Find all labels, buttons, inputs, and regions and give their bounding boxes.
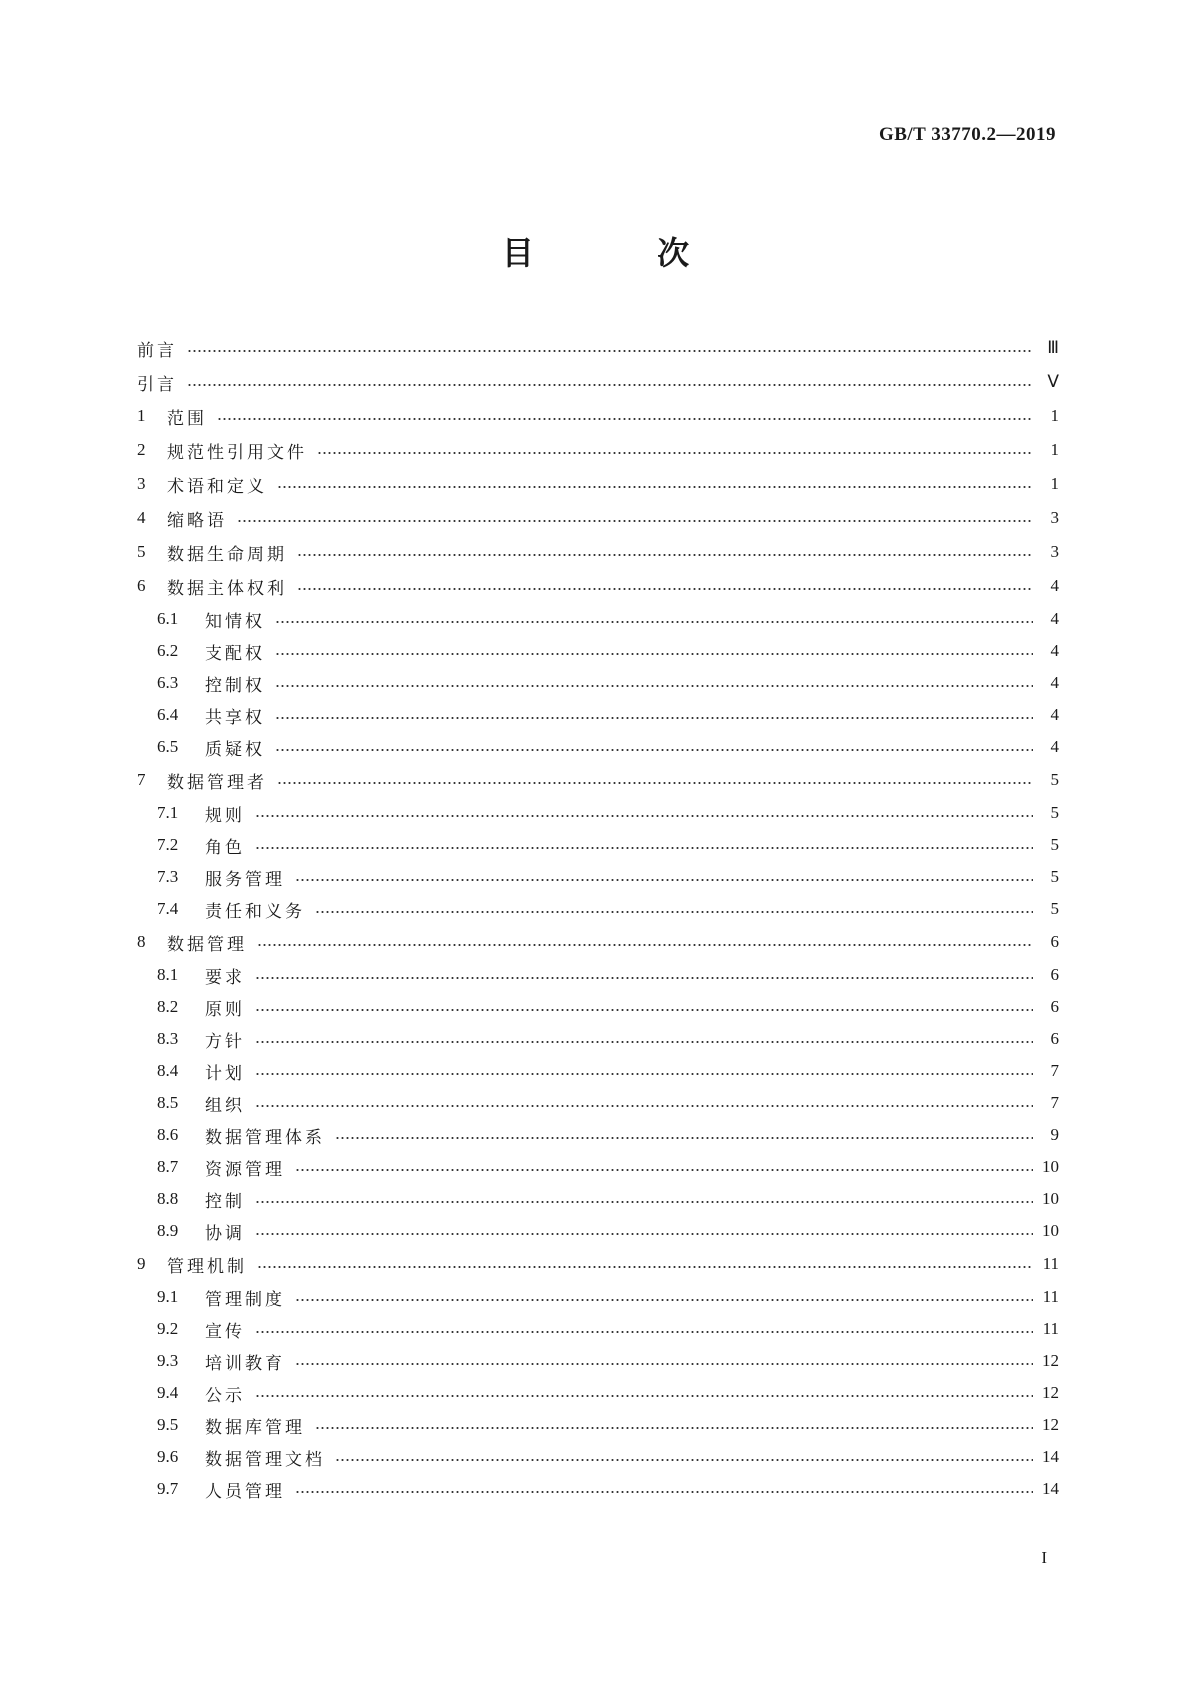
toc-entry-label: 管理机制	[167, 1256, 247, 1277]
dot-leader	[275, 716, 1033, 720]
toc-entry[interactable]	[137, 1345, 1059, 1377]
toc-entry-number: 1	[137, 406, 146, 425]
toc-entry-number: 8.5	[157, 1093, 179, 1112]
toc-entry-label: 数据管理体系	[205, 1127, 325, 1148]
toc-entry[interactable]	[137, 467, 1059, 501]
toc-entry-page: 5	[1050, 835, 1059, 854]
toc-entry-number: 7.3	[157, 867, 179, 886]
dot-leader	[237, 519, 1033, 523]
dot-leader	[217, 417, 1033, 421]
toc-entry[interactable]	[137, 399, 1059, 433]
dot-leader	[187, 349, 1033, 353]
page-title: 目 次	[501, 234, 746, 272]
toc-entry-page: 12	[1042, 1383, 1059, 1402]
toc-entry-page: 5	[1050, 770, 1059, 789]
toc-entry-page: 11	[1042, 1319, 1059, 1338]
toc-entry[interactable]	[137, 829, 1059, 861]
toc-entry-number: 8.6	[157, 1125, 179, 1144]
toc-entry[interactable]	[137, 1377, 1059, 1409]
toc-entry[interactable]	[137, 603, 1059, 635]
dot-leader	[255, 1232, 1033, 1236]
dot-leader	[187, 383, 1033, 387]
dot-leader	[255, 814, 1033, 818]
toc-entry-label: 质疑权	[205, 739, 265, 760]
toc-entry-page: 6	[1050, 932, 1059, 951]
toc-entry-label: 管理制度	[205, 1289, 285, 1310]
toc-entry-label: 共享权	[205, 707, 265, 728]
toc-entry-page: 4	[1050, 576, 1059, 595]
dot-leader	[275, 748, 1033, 752]
dot-leader	[317, 451, 1033, 455]
toc-entry-page: 1	[1050, 474, 1059, 493]
toc-entry-number: 3	[137, 474, 146, 493]
dot-leader	[315, 910, 1033, 914]
toc-entry[interactable]	[137, 365, 1059, 399]
toc-entry[interactable]	[137, 501, 1059, 535]
toc-entry-label: 数据生命周期	[167, 544, 287, 565]
toc-entry-page: 4	[1050, 737, 1059, 756]
toc-entry-label: 范围	[167, 408, 207, 429]
toc-entry-label: 规范性引用文件	[167, 442, 307, 463]
toc-entry[interactable]	[137, 1183, 1059, 1215]
toc-entry-page: 1	[1050, 406, 1059, 425]
toc-entry-number: 6	[137, 576, 146, 595]
toc-entry[interactable]	[137, 331, 1059, 365]
toc-entry-page: 7	[1050, 1093, 1059, 1112]
toc-entry[interactable]	[137, 1281, 1059, 1313]
dot-leader	[295, 1490, 1033, 1494]
toc-entry-number: 6.3	[157, 673, 179, 692]
dot-leader	[257, 1265, 1033, 1269]
toc-entry-page: 10	[1042, 1157, 1059, 1176]
toc-entry-label: 术语和定义	[167, 476, 267, 497]
toc-entry-number: 6.1	[157, 609, 179, 628]
toc-entry-page: 5	[1050, 803, 1059, 822]
toc-entry-page: 4	[1050, 641, 1059, 660]
dot-leader	[257, 943, 1033, 947]
dot-leader	[255, 846, 1033, 850]
toc-entry-label: 角色	[205, 837, 245, 858]
toc-entry-label: 要求	[205, 967, 245, 988]
toc-entry-page: 14	[1042, 1447, 1059, 1466]
toc-entry-label: 支配权	[205, 643, 265, 664]
toc-entry-page: 12	[1042, 1415, 1059, 1434]
toc-entry-label: 服务管理	[205, 869, 285, 890]
toc-entry-label: 知情权	[205, 611, 265, 632]
toc-entry[interactable]	[137, 861, 1059, 893]
dot-leader	[255, 1394, 1033, 1398]
toc-entry[interactable]	[137, 959, 1059, 991]
toc-entry[interactable]	[137, 731, 1059, 763]
toc-entry[interactable]	[137, 1087, 1059, 1119]
table-of-contents	[137, 331, 1059, 1505]
toc-entry-label: 数据库管理	[205, 1417, 305, 1438]
toc-entry-page: Ⅴ	[1047, 372, 1059, 391]
toc-entry-number: 9.3	[157, 1351, 179, 1370]
dot-leader	[315, 1426, 1033, 1430]
dot-leader	[255, 1330, 1033, 1334]
toc-entry-number: 6.4	[157, 705, 179, 724]
toc-entry[interactable]	[137, 1215, 1059, 1247]
toc-entry[interactable]	[137, 1119, 1059, 1151]
toc-entry[interactable]	[137, 1313, 1059, 1345]
toc-entry-label: 资源管理	[205, 1159, 285, 1180]
toc-entry-number: 9.1	[157, 1287, 179, 1306]
dot-leader	[255, 1200, 1033, 1204]
toc-entry-page: 4	[1050, 609, 1059, 628]
dot-leader	[277, 781, 1033, 785]
toc-entry-label: 数据管理	[167, 934, 247, 955]
toc-entry-number: 8.3	[157, 1029, 179, 1048]
toc-entry-number: 4	[137, 508, 146, 527]
toc-entry[interactable]	[137, 893, 1059, 925]
toc-entry[interactable]	[137, 1473, 1059, 1505]
toc-entry-label: 组织	[205, 1095, 245, 1116]
toc-entry-page: 5	[1050, 899, 1059, 918]
toc-entry[interactable]	[137, 635, 1059, 667]
toc-entry-page: 6	[1050, 965, 1059, 984]
toc-entry-page: 12	[1042, 1351, 1059, 1370]
dot-leader	[275, 620, 1033, 624]
toc-entry-number: 5	[137, 542, 146, 561]
toc-entry[interactable]	[137, 535, 1059, 569]
toc-entry-number: 8.1	[157, 965, 179, 984]
toc-entry-label: 宣传	[205, 1321, 245, 1342]
toc-entry-page: 5	[1050, 867, 1059, 886]
dot-leader	[335, 1136, 1033, 1140]
toc-entry[interactable]	[137, 763, 1059, 797]
toc-entry[interactable]	[137, 699, 1059, 731]
toc-entry-label: 责任和义务	[205, 901, 305, 922]
toc-entry-page: 6	[1050, 1029, 1059, 1048]
page-number: I	[1041, 1548, 1047, 1567]
toc-entry-page: 4	[1050, 673, 1059, 692]
toc-entry-number: 7.2	[157, 835, 179, 854]
toc-entry[interactable]	[137, 1055, 1059, 1087]
toc-entry[interactable]	[137, 797, 1059, 829]
toc-entry-number: 7.1	[157, 803, 179, 822]
toc-entry-label: 方针	[205, 1031, 245, 1052]
dot-leader	[335, 1458, 1033, 1462]
toc-entry[interactable]	[137, 569, 1059, 603]
toc-entry-number: 2	[137, 440, 146, 459]
toc-entry-number: 8.8	[157, 1189, 179, 1208]
toc-entry[interactable]	[137, 1151, 1059, 1183]
toc-entry-number: 8	[137, 932, 146, 951]
dot-leader	[255, 1072, 1033, 1076]
toc-entry[interactable]	[137, 991, 1059, 1023]
toc-entry-page: 14	[1042, 1479, 1059, 1498]
toc-entry-label: 数据管理者	[167, 772, 267, 793]
toc-entry[interactable]	[137, 1023, 1059, 1055]
toc-entry-number: 8.2	[157, 997, 179, 1016]
toc-entry[interactable]	[137, 1441, 1059, 1473]
toc-entry-label: 引言	[137, 374, 177, 395]
toc-entry-number: 7.4	[157, 899, 179, 918]
toc-entry-number: 9.2	[157, 1319, 179, 1338]
toc-entry-number: 6.5	[157, 737, 179, 756]
toc-entry-label: 培训教育	[205, 1353, 285, 1374]
dot-leader	[295, 1362, 1033, 1366]
toc-entry-number: 8.9	[157, 1221, 179, 1240]
toc-entry-number: 9.6	[157, 1447, 179, 1466]
toc-entry-number: 9.4	[157, 1383, 179, 1402]
toc-entry-page: 11	[1042, 1254, 1059, 1273]
toc-entry-label: 缩略语	[167, 510, 227, 531]
toc-entry-label: 计划	[205, 1063, 245, 1084]
dot-leader	[277, 485, 1033, 489]
toc-entry-page: 3	[1050, 542, 1059, 561]
toc-entry-page: 7	[1050, 1061, 1059, 1080]
dot-leader	[275, 684, 1033, 688]
toc-entry-label: 数据主体权利	[167, 578, 287, 599]
toc-entry-label: 控制权	[205, 675, 265, 696]
toc-entry[interactable]	[137, 1247, 1059, 1281]
dot-leader	[297, 553, 1033, 557]
toc-entry-number: 9.5	[157, 1415, 179, 1434]
toc-entry-number: 7	[137, 770, 146, 789]
toc-entry[interactable]	[137, 433, 1059, 467]
toc-entry-page: 10	[1042, 1221, 1059, 1240]
toc-entry-label: 规则	[205, 805, 245, 826]
toc-entry-page: 9	[1050, 1125, 1059, 1144]
dot-leader	[295, 1168, 1033, 1172]
dot-leader	[295, 878, 1033, 882]
toc-entry-page: 6	[1050, 997, 1059, 1016]
toc-entry-page: 4	[1050, 705, 1059, 724]
dot-leader	[255, 976, 1033, 980]
dot-leader	[297, 587, 1033, 591]
toc-entry-number: 8.7	[157, 1157, 179, 1176]
dot-leader	[295, 1298, 1033, 1302]
toc-entry-number: 6.2	[157, 641, 179, 660]
toc-entry-label: 数据管理文档	[205, 1449, 325, 1470]
dot-leader	[255, 1008, 1033, 1012]
toc-entry-page: 1	[1050, 440, 1059, 459]
toc-entry-label: 公示	[205, 1385, 245, 1406]
toc-entry-number: 9	[137, 1254, 146, 1273]
toc-entry-page: 10	[1042, 1189, 1059, 1208]
toc-entry[interactable]	[137, 667, 1059, 699]
toc-entry[interactable]	[137, 925, 1059, 959]
toc-entry[interactable]	[137, 1409, 1059, 1441]
toc-entry-label: 控制	[205, 1191, 245, 1212]
toc-entry-page: 3	[1050, 508, 1059, 527]
dot-leader	[255, 1040, 1033, 1044]
toc-entry-page: 11	[1042, 1287, 1059, 1306]
toc-entry-label: 人员管理	[205, 1481, 285, 1502]
toc-entry-label: 前言	[137, 340, 177, 361]
toc-entry-number: 8.4	[157, 1061, 179, 1080]
dot-leader	[275, 652, 1033, 656]
toc-entry-page: Ⅲ	[1047, 338, 1059, 357]
toc-entry-label: 原则	[205, 999, 245, 1020]
toc-entry-label: 协调	[205, 1223, 245, 1244]
dot-leader	[255, 1104, 1033, 1108]
toc-entry-number: 9.7	[157, 1479, 179, 1498]
standard-code: GB/T 33770.2—2019	[878, 124, 1056, 145]
